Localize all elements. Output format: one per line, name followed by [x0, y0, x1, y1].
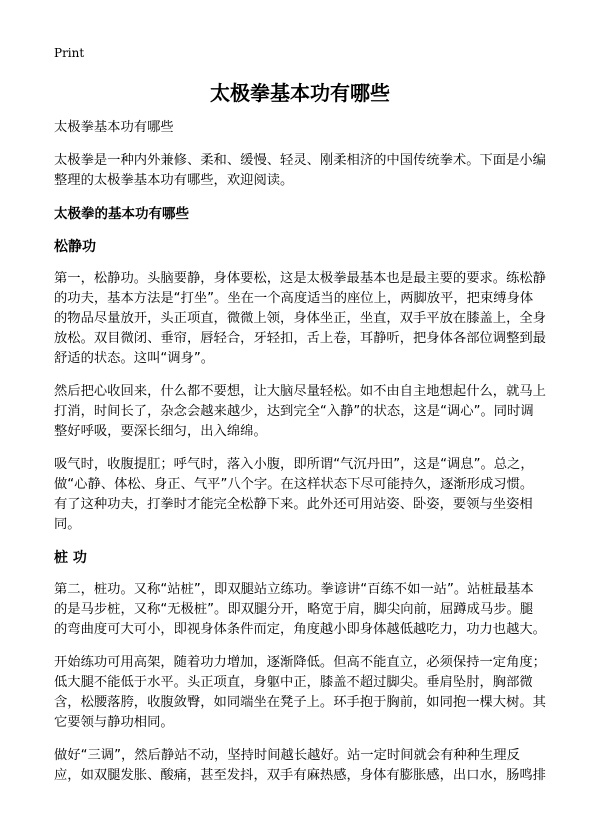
songjing-paragraph-1: 第一，松静功。头脑要静，身体要松，这是太极拳最基本也是最主要的要求。练松静的功夫，基本方法是“打坐”。坐在一个高度适当的座位上，两脚放平，把束缚身体的物品尽量放开，头正项直，微微上领，身体坐正，坐直，双手平放在膝盖上，全身放松。双目微闭、垂帘，唇轻合，牙轻扣，舌上卷，耳静听，把身体各部位调整到最舒适的状态。这叫“调身”。	[54, 271, 546, 366]
zhuang-paragraph-1: 第二，桩功。又称“站桩”，即双腿站立练功。拳谚讲“百练不如一站”。站桩最基本的是马步桩，又称“无极桩”。即双腿分开，略宽于肩，脚尖向前，屈蹲成马步。腿的弯曲度可大可小，即视身体条件而定，角度越小即身体越低越吃力，功力也越大。	[54, 582, 546, 637]
zhuang-heading: 桩 功	[54, 550, 87, 566]
page-title: 太极拳基本功有哪些	[210, 81, 390, 105]
article-body	[54, 118, 546, 799]
article-subtitle: 太极拳基本功有哪些	[54, 120, 174, 135]
songjing-heading: 松静功	[54, 239, 96, 255]
zhuang-paragraph-2: 开始练功可用高架，随着功力增加，逐渐降低。但高不能直立，必须保持一定角度；低大腿不能低于水平。头正项直，身躯中正，膝盖不超过脚尖。垂肩坠肘，胸部微含，松腰落胯，收腹敛臀，如同端坐在凳子上。环手抱于胸前，如同抱一棵大树。其它要领与静功相同。	[54, 655, 546, 730]
songjing-paragraph-2: 然后把心收回来，什么都不要想，让大脑尽量轻松。如不由自主地想起什么，就马上打消，时间长了，杂念会越来越少，达到完全“入静”的状态，这是“调心”。同时调整好呼吸，要深长细匀，出入绵绵。	[54, 384, 546, 439]
intro-paragraph: 太极拳是一种内外兼修、柔和、缓慢、轻灵、刚柔相济的中国传统拳术。下面是小编整理的太极拳基本功有哪些，欢迎阅读。	[54, 153, 546, 188]
print-link[interactable]: Print	[54, 46, 85, 60]
songjing-paragraph-3: 吸气时，收腹提肛；呼气时，落入小腹，即所谓“气沉丹田”，这是“调息”。总之，做“心静、体松、身正、气平”八个字。在这样状态下尽可能持久，逐渐形成习惯。有了这种功夫，打拳时才能完全松静下来。此外还可用站姿、卧姿，要领与坐姿相同。	[54, 457, 534, 532]
zhuang-paragraph-3: 做好“三调”，然后静站不动，坚持时间越长越好。站一定时间就会有种种生理反应，如双腿发胀、酸痛，甚至发抖，双手有麻热感，身体有膨胀感，出口水，肠鸣排	[54, 748, 546, 783]
section-heading: 太极拳的基本功有哪些	[54, 206, 189, 222]
